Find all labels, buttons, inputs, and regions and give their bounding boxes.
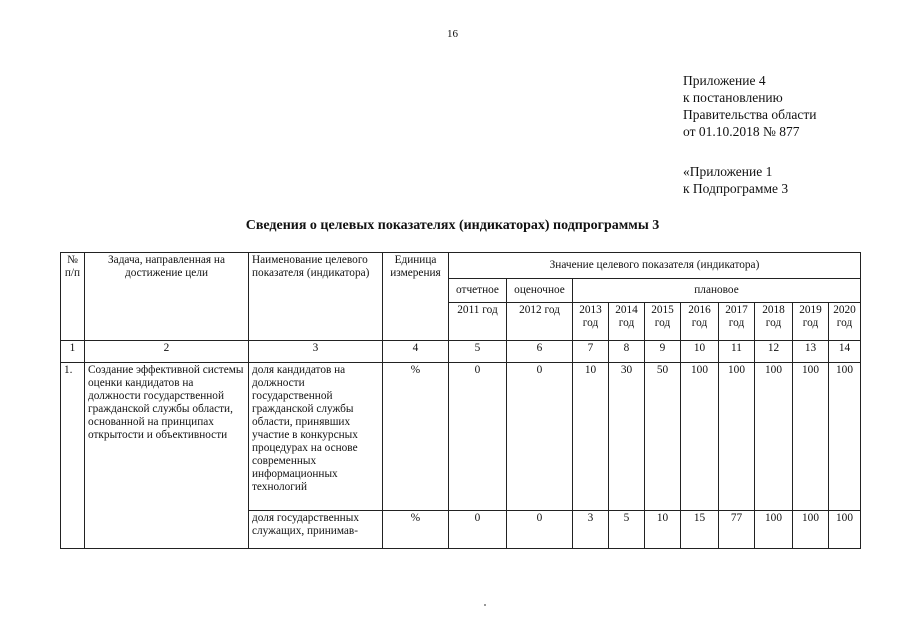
document-title: Сведения о целевых показателях (индикаторах) подпрограммы 3 — [245, 218, 660, 233]
row-value: 100 — [755, 511, 793, 549]
column-number: 6 — [507, 341, 573, 363]
column-number: 8 — [609, 341, 645, 363]
column-number: 14 — [829, 341, 861, 363]
row-unit: % — [383, 363, 449, 511]
row-value: 50 — [645, 363, 681, 511]
row-value: 100 — [829, 511, 861, 549]
scan-speck — [484, 604, 486, 606]
column-number: 2 — [85, 341, 249, 363]
header-unit: Единица измерения — [383, 253, 449, 341]
column-number: 4 — [383, 341, 449, 363]
header-year: 2012 год — [507, 303, 573, 341]
indicators-table — [60, 252, 861, 549]
row-value: 100 — [719, 363, 755, 511]
row-num: 1. — [61, 363, 85, 549]
header-year: 2016 год — [681, 303, 719, 341]
row-value: 0 — [507, 363, 573, 511]
appendix-line: Правительства области — [683, 107, 817, 122]
header-year: 2014 год — [609, 303, 645, 341]
row-value: 0 — [449, 511, 507, 549]
row-indicator: доля государственных служащих, принимав- — [249, 511, 383, 549]
column-number: 12 — [755, 341, 793, 363]
column-number: 10 — [681, 341, 719, 363]
header-year: 2013 год — [573, 303, 609, 341]
header-estimated: оценочное — [507, 279, 573, 303]
appendix-line: к постановлению — [683, 90, 783, 105]
row-value: 3 — [573, 511, 609, 549]
header-reported: отчетное — [449, 279, 507, 303]
row-value: 100 — [829, 363, 861, 511]
row-value: 100 — [681, 363, 719, 511]
appendix-line: от 01.10.2018 № 877 — [683, 124, 800, 139]
header-indicator: Наименование целевого показателя (индикатора) — [249, 253, 383, 341]
appendix-block — [683, 72, 816, 140]
row-value: 10 — [573, 363, 609, 511]
row-indicator: доля кандидатов на должности государственной гражданской службы области, принявших участие в конкурсных процедурах на основе современных информационных технологий — [249, 363, 383, 511]
column-number: 11 — [719, 341, 755, 363]
appendix-subline: «Приложение 1 — [683, 164, 773, 179]
column-number: 13 — [793, 341, 829, 363]
header-year: 2017 год — [719, 303, 755, 341]
appendix-subblock — [683, 163, 788, 197]
header-year: 2019 год — [793, 303, 829, 341]
header-planned: плановое — [573, 279, 861, 303]
row-value: 30 — [609, 363, 645, 511]
row-value: 0 — [507, 511, 573, 549]
row-value: 77 — [719, 511, 755, 549]
column-number: 1 — [61, 341, 85, 363]
row-value: 5 — [609, 511, 645, 549]
header-value-group: Значение целевого показателя (индикатора) — [449, 253, 861, 279]
header-num: № п/п — [61, 253, 85, 341]
header-year: 2020 год — [829, 303, 861, 341]
header-year: 2015 год — [645, 303, 681, 341]
header-year: 2011 год — [449, 303, 507, 341]
table-row — [61, 363, 861, 511]
page-number: 16 — [447, 28, 458, 40]
row-task: Создание эффективной системы оценки кандидатов на должности государственной гражданской службы области, основанной на принципах открытости и объективности — [85, 363, 249, 549]
row-value: 100 — [793, 511, 829, 549]
row-value: 15 — [681, 511, 719, 549]
row-unit: % — [383, 511, 449, 549]
appendix-line: Приложение 4 — [683, 73, 766, 88]
header-year: 2018 год — [755, 303, 793, 341]
column-number: 3 — [249, 341, 383, 363]
column-number: 9 — [645, 341, 681, 363]
row-value: 0 — [449, 363, 507, 511]
row-value: 100 — [755, 363, 793, 511]
row-value: 100 — [793, 363, 829, 511]
column-number: 7 — [573, 341, 609, 363]
header-task: Задача, направленная на достижение цели — [85, 253, 249, 341]
appendix-subline: к Подпрограмме 3 — [683, 181, 789, 196]
column-number: 5 — [449, 341, 507, 363]
row-value: 10 — [645, 511, 681, 549]
